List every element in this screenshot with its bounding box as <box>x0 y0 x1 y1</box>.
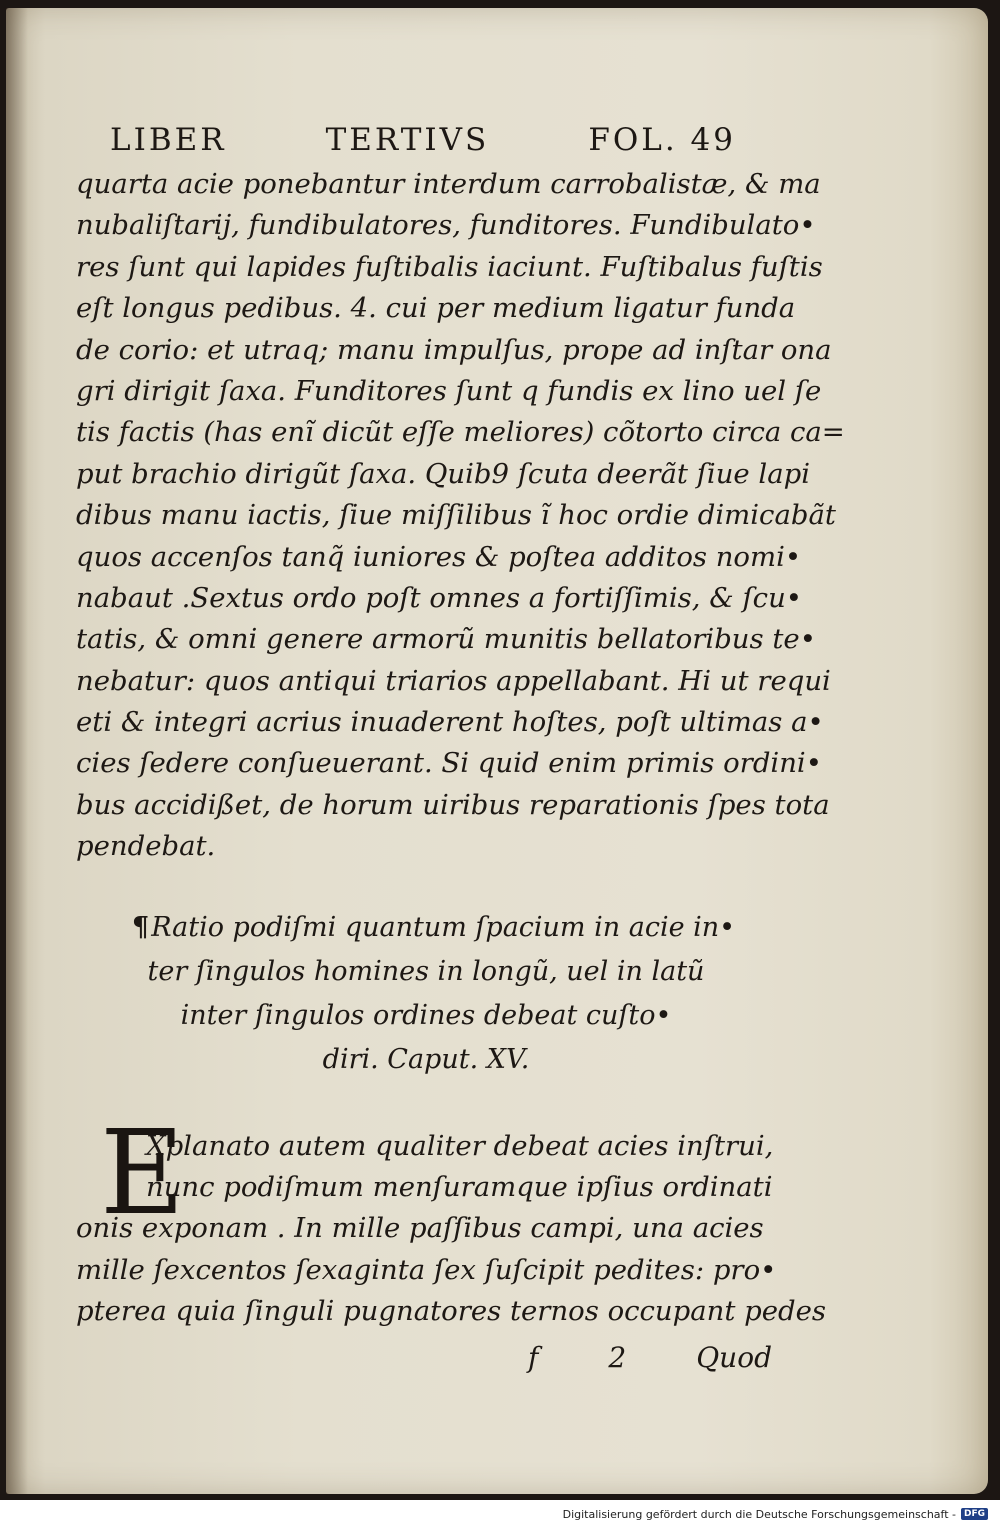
signature-number: 2 <box>608 1340 627 1374</box>
body-paragraph <box>76 164 845 868</box>
text-line: mille ſexcentos ſexaginta ſex ſuſcipit pedites: pro• <box>76 1253 777 1286</box>
text-line: quos accenſos tanq̃ iuniores & poſtea additos nomi• <box>76 540 802 573</box>
text-line: cies ſedere conſueuerant. Si quid enim primis ordini• <box>76 747 822 780</box>
text-line: eſt longus pedibus. 4. cui per medium ligatur funda <box>76 292 796 325</box>
text-line: eti & integri acrius inuaderent hoſtes, poſt ultimas a• <box>76 706 824 739</box>
signature-mark: f <box>528 1340 539 1374</box>
text-line: dibus manu iactis, ſiue miſſilibus ĩ hoc ordie dimicabãt <box>76 499 836 532</box>
text-line: put brachio dirigũt ſaxa. Quib9 ſcuta deerãt ſiue lapi <box>76 457 811 490</box>
text-line: quarta acie ponebantur interdum carrobalistæ, & ma <box>76 168 821 200</box>
chapter-heading-line: ter ſingulos homines in longũ, uel in latũ <box>147 955 705 987</box>
digitization-footer <box>0 1500 1000 1528</box>
running-head-center: TERTIVS <box>325 122 490 158</box>
text-line: pendebat. <box>76 830 216 863</box>
text-line: Xplanato autem qualiter debeat acies inſtrui, <box>146 1129 774 1162</box>
text-line: nunc podiſmum menſuramque ipſius ordinati <box>146 1171 773 1204</box>
pilcrow-mark: ¶ <box>132 911 150 943</box>
text-block <box>76 116 845 1383</box>
folio-number: FOL. 49 <box>588 122 736 158</box>
text-line: pterea quia ſinguli pugnatores ternos occupant pedes <box>76 1295 827 1328</box>
decorated-initial: E <box>100 1105 185 1241</box>
paragraph-gap <box>76 868 776 906</box>
text-line: nubaliſtarij, fundibulatores, funditores. Fundibulato• <box>76 209 816 242</box>
chapter-heading-text: Ratio podiſmi quantum ſpacium in acie in• <box>151 911 736 943</box>
footer-text: Digitalisierung gefördert durch die Deutsche Forschungsgemeinschaft - <box>562 1507 956 1521</box>
signature-line <box>76 1333 776 1383</box>
chapter-number-line: diri. Caput. XV. <box>322 1043 530 1075</box>
page-gutter-shadow <box>6 8 28 1494</box>
text-line: tatis, & omni genere armorũ munitis bellatoribus te• <box>76 623 816 656</box>
chapter-heading-line: inter ſingulos ordines debeat cuſto• <box>180 999 672 1031</box>
text-line: gri dirigit ſaxa. Funditores ſunt q fundis ex lino uel ſe <box>76 374 822 407</box>
chapter-heading-line <box>76 906 776 950</box>
text-line: res ſunt qui lapides fuſtibalis iaciunt. Fuſtibalus fuſtis <box>76 250 823 283</box>
text-line: onis exponam . In mille paſſibus campi, una acies <box>76 1212 764 1245</box>
text-line: nebatur: quos antiqui triarios appellabant. Hi ut requi <box>76 664 831 697</box>
text-line: de corio: et utraq; manu impulſus, prope ad inſtar ona <box>76 333 832 366</box>
chapter-body <box>76 1105 827 1333</box>
dfg-logo: DFG <box>961 1508 988 1520</box>
text-line: bus accidißet, de horum uiribus reparationis ſpes tota <box>76 788 830 821</box>
chapter-heading <box>76 906 776 1082</box>
text-line: nabaut .Sextus ordo poſt omnes a fortiſſimis, & ſcu• <box>76 581 803 614</box>
running-head-left: LIBER <box>110 122 227 158</box>
catchword: Quod <box>696 1340 772 1374</box>
book-page <box>6 8 988 1494</box>
text-line: tis factis (has enĩ dicũt eſſe meliores) cõtorto circa ca= <box>76 416 845 449</box>
running-head <box>76 116 776 164</box>
